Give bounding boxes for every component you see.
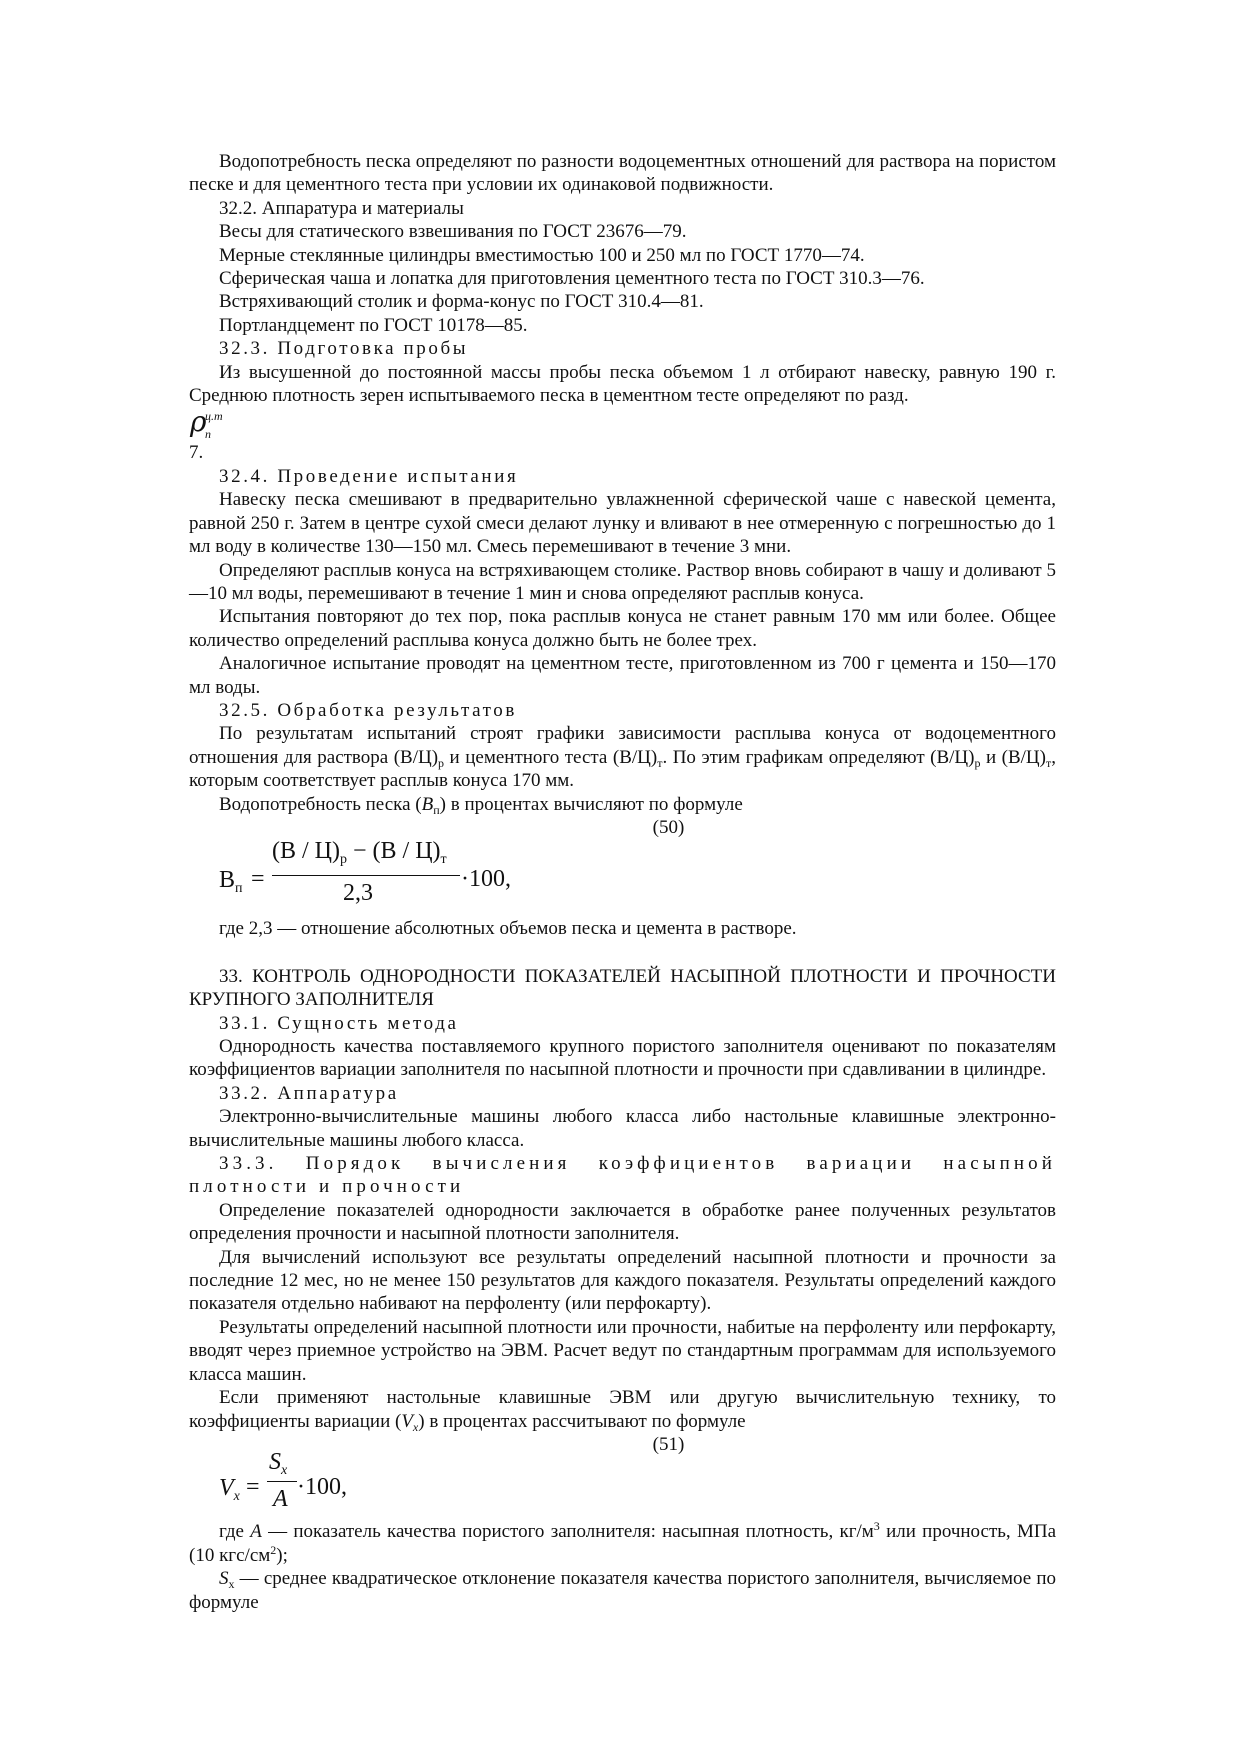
subscript: р — [438, 755, 445, 770]
variable: S — [219, 1568, 229, 1590]
where-text: или прочность, МПа (10 кгс/см — [189, 1521, 1057, 1566]
numerator-sub: x — [281, 1463, 288, 1479]
formula-number-50: (50) — [652, 816, 685, 838]
rho-symbol: ρ — [190, 405, 207, 439]
sample-prep-text: Из высушенной до постоянной массы пробы песка объемом 1 л отбирают навеску, равную 190 г. Среднюю плотность зерен испытываемого песка в цементном тесте определяют по разд. — [189, 361, 1056, 407]
where-text: где — [219, 1521, 251, 1543]
paragraph-test: Испытания повторяют до тех пор, пока расплыв конуса не станет равным 170 мм или более. Общее количество определений расплыва конуса должно быть не более трех. — [189, 606, 1056, 651]
formula-numerator — [269, 1448, 287, 1480]
section-gap — [189, 941, 1056, 965]
numerator-sub-b: т — [440, 852, 447, 868]
equipment-item: Портландцемент по ГОСТ 10178—85. — [219, 314, 528, 336]
subscript: р — [974, 755, 981, 770]
superscript: 2 — [270, 1542, 277, 1557]
formula-multiplier: ·100, — [461, 866, 511, 893]
section-heading-33-2: 33.2. Аппаратура — [219, 1082, 399, 1104]
results-text: , которым соответствует расплыв конуса 170 мм. — [189, 746, 1056, 792]
equipment-item: Встряхивающий столик и форма-конус по ГОСТ 310.4—81. — [219, 291, 704, 313]
paragraph-variation — [189, 1386, 1056, 1433]
formula-minus: − — [353, 838, 367, 865]
section-title-33: 33. КОНТРОЛЬ ОДНОРОДНОСТИ ПОКАЗАТЕЛЕЙ НАСЫПНОЙ ПЛОТНОСТИ И ПРОЧНОСТИ КРУПНОГО ЗАПОЛНИТЕЛЯ — [189, 965, 1056, 1011]
formula-lhs-var: В — [219, 867, 236, 894]
formula-lhs-sub: п — [235, 881, 243, 897]
paragraph-sample-prep — [189, 361, 1056, 408]
section-reference: 7. — [189, 442, 204, 464]
paragraph-procedure: Для вычислений используют все результаты определений насыпной плотности и прочности за последние 12 мес, но не менее 150 результатов для каждого показателя. Результаты определений каждого показателя отдельно набивают на перфоленту (или перфокарту). — [189, 1246, 1056, 1315]
equipment-item: Весы для статического взвешивания по ГОСТ 23676—79. — [219, 221, 687, 243]
subscript: x — [412, 1419, 419, 1434]
formula-denominator: A — [273, 1486, 288, 1513]
variable: V — [401, 1410, 413, 1432]
formula-denominator: 2,3 — [343, 880, 373, 907]
subscript: п — [433, 802, 440, 817]
water-demand-text: Водопотребность песка ( — [219, 793, 422, 815]
paragraph-where-51-a — [189, 1520, 1056, 1567]
section-heading-32-2: 32.2. Аппаратура и материалы — [219, 197, 464, 219]
formula-number-51: (51) — [652, 1433, 685, 1455]
formula-lhs-var: V — [219, 1475, 234, 1502]
formula-lhs — [219, 866, 243, 898]
paragraph-test: Навеску песка смешивают в предварительно увлажненной сферической чаше с навеской цемента, равной 250 г. Затем в центре сухой смеси делают лунку и вливают в нее отмеренную с погрешностью до 1 мл воду в количестве 130—150 мл. Смесь перемешивают в течение 3 мни. — [189, 489, 1056, 558]
fraction-bar — [267, 1481, 297, 1482]
section-heading-32-3: 32.3. Подготовка пробы — [219, 338, 469, 360]
paragraph-results — [189, 722, 1056, 792]
numerator-var: S — [269, 1449, 281, 1476]
numerator-term-b: (В / Ц) — [372, 838, 441, 865]
results-text: . По этим графикам определяют (В/Ц) — [662, 746, 975, 768]
formula-numerator — [272, 837, 447, 869]
formula-equals: = — [246, 1474, 260, 1501]
where-text: — среднее квадратическое отклонение показателя качества пористого заполнителя, вычисляемое по формуле — [189, 1568, 1056, 1613]
subscript: т — [657, 755, 663, 770]
paragraph-test: Аналогичное испытание проводят на цементном тесте, приготовленном из 700 г цемента и 150—170 мл воды. — [189, 653, 1056, 698]
paragraph-method: Однородность качества поставляемого крупного пористого заполнителя оценивают по показателям коэффициентов вариации заполнителя по насыпной плотности и прочности при сдавливании в цилиндре. — [189, 1036, 1056, 1081]
paragraph-test: Определяют расплыв конуса на встряхивающем столике. Раствор вновь собирают в чашу и доливают 5—10 мл воды, перемешивают в течение 1 мин и снова определяют расплыв конуса. — [189, 559, 1056, 604]
numerator-term-a: (В / Ц) — [272, 838, 340, 865]
variation-text: Если применяют настольные клавишные ЭВМ или другую вычислительную технику, то коэффициенты вариации ( — [189, 1387, 1056, 1432]
paragraph-where-50: где 2,3 — отношение абсолютных объемов песка и цемента в растворе. — [219, 918, 797, 940]
section-heading-32-4: 32.4. Проведение испытания — [219, 465, 519, 487]
results-text: и цементного теста (В/Ц) — [444, 746, 658, 768]
variable: В — [421, 793, 434, 815]
density-symbol — [189, 407, 1056, 441]
section-heading-33-1: 33.1. Сущность метода — [219, 1012, 459, 1034]
equipment-item: Сферическая чаша и лопатка для приготовления цементного теста по ГОСТ 310.3—76. — [219, 268, 925, 290]
paragraph-water-demand — [189, 793, 1056, 816]
subscript: т — [1045, 755, 1052, 770]
page-content — [189, 150, 1056, 1614]
where-text: — показатель качества пористого заполнителя: насыпная плотность, кг/м — [261, 1521, 874, 1543]
formula-51 — [189, 1449, 1056, 1520]
rho-superscript: ц.т — [205, 409, 223, 424]
formula-equals: = — [251, 866, 265, 893]
paragraph-where-51-b — [189, 1567, 1056, 1614]
formula-lhs — [219, 1474, 240, 1506]
paragraph-intro: Водопотребность песка определяют по разности водоцементных отношений для раствора на пористом песке и для цементного теста при условии их одинаковой подвижности. — [189, 151, 1056, 196]
paragraph-apparatus: Электронно-вычислительные машины любого класса либо настольные клавишные электронно-вычислительные машины любого класса. — [189, 1106, 1056, 1151]
water-demand-text: ) в процентах вычисляют по формуле — [439, 793, 743, 815]
formula-multiplier: ·100, — [297, 1474, 347, 1501]
where-text: ); — [276, 1544, 288, 1566]
formula-50 — [189, 839, 1056, 917]
section-heading-33-3: 33.3. Порядок вычисления коэффициентов вариации насыпной плотности и прочности — [189, 1153, 1056, 1198]
fraction-bar — [272, 875, 460, 876]
equipment-item: Мерные стеклянные цилиндры вместимостью 100 и 250 мл по ГОСТ 1770—74. — [219, 244, 865, 266]
rho-subscript: п — [205, 427, 211, 442]
superscript: 3 — [873, 1519, 880, 1534]
paragraph-procedure: Определение показателей однородности заключается в обработке ранее полученных результатов определения прочности и насыпной плотности заполнителя. — [189, 1199, 1056, 1245]
subscript: x — [228, 1577, 235, 1592]
section-heading-32-5: 32.5. Обработка результатов — [219, 699, 517, 721]
formula-lhs-sub: x — [233, 1489, 240, 1505]
variable: А — [250, 1521, 262, 1543]
results-text: По результатам испытаний строят графики зависимости расплыва конуса от водоцементного отношения для раствора (В/Ц) — [189, 723, 1056, 768]
results-text: и (В/Ц) — [980, 746, 1046, 768]
numerator-sub-a: р — [340, 852, 347, 868]
variation-text: ) в процентах рассчитывают по формуле — [418, 1410, 746, 1432]
paragraph-procedure: Результаты определений насыпной плотности или прочности, набитые на перфоленту или перфокарту, вводят через приемное устройство на ЭВМ. Расчет ведут по стандартным программам для используемого класса машин. — [189, 1316, 1056, 1385]
